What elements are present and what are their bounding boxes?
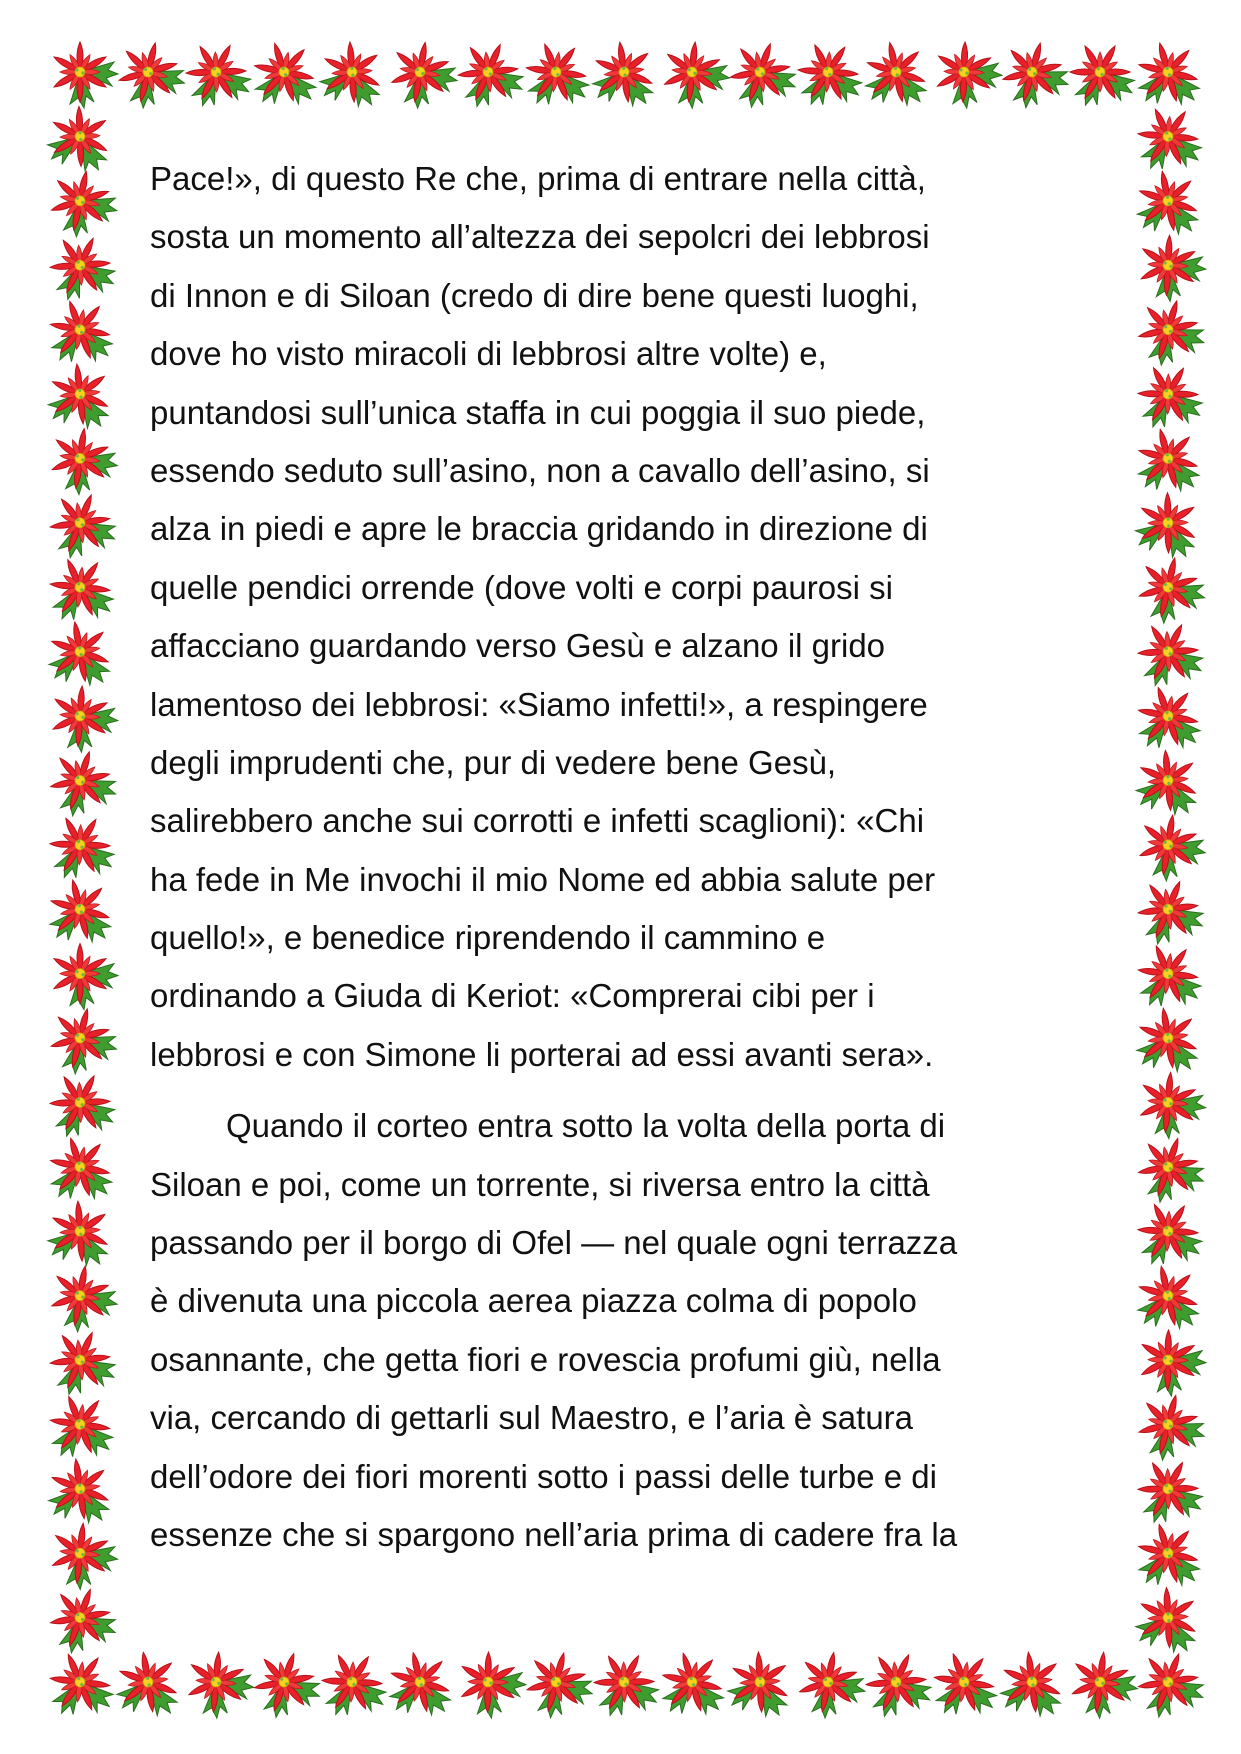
poinsettia-icon [851,32,944,125]
text-line: essenze che si spargono nell’aria prima di cadere fra la [150,1515,958,1553]
poinsettia-icon [647,1641,740,1734]
poinsettia-icon [53,42,118,108]
poinsettia-icon [448,33,535,120]
text-line: quelle pendici orrende (dove volti e corpi paurosi si [150,568,893,606]
poinsettia-icon [1130,1129,1213,1213]
poinsettia-icon [1140,1330,1207,1397]
poinsettia-icon [987,1642,1079,1734]
poinsettia-icon [46,166,124,244]
poinsettia-icon [935,41,1003,109]
poinsettia-icon [35,354,127,446]
poinsettia-icon [996,36,1077,117]
poinsettia-icon [661,39,733,111]
poinsettia-icon [1124,675,1217,768]
poinsettia-icon [1123,31,1216,124]
poinsettia-icon [1127,1449,1216,1538]
poinsettia-icon [512,31,604,123]
poinsettia-icon [1133,552,1212,631]
poinsettia-icon [856,1643,943,1730]
poinsettia-icon [1126,354,1216,444]
poinsettia-icon [41,485,126,571]
poinsettia-icon [1139,234,1208,303]
text-line: dell’odore dei fiori morenti sotto i passi delle turbe e di [150,1457,937,1495]
poinsettia-icon [1124,933,1216,1025]
text-line: salirebbero anche sui corrotti e infetti scaglioni): «Chi [150,802,925,840]
poinsettia-icon [43,743,126,826]
text-line: sosta un momento all’altezza dei sepolcri dei lebbrosi [150,218,930,256]
poinsettia-icon [185,1650,256,1721]
poinsettia-icon [36,1642,128,1734]
poinsettia-icon [1137,1070,1208,1141]
text-line: essendo seduto sull’asino, non a cavallo dell’asino, si [150,451,930,489]
poinsettia-icon [1058,32,1148,122]
poinsettia-icon [583,1642,672,1731]
text-line: lebbrosi e con Simone li porterai ad essi avanti sera». [150,1035,934,1073]
poinsettia-icon [37,547,129,639]
poinsettia-icon [579,32,671,124]
poinsettia-icon [1123,418,1216,511]
poinsettia-icon [35,1192,126,1283]
text-line: quello!», e benedice riprendendo il cammino e [150,919,826,957]
text-line: lamentoso dei lebbrosi: «Siamo infetti!», a respingere [150,685,928,723]
paragraph [150,150,1085,1084]
poinsettia-icon [1131,293,1213,375]
text-line: ordinando a Giuda di Keriot: «Comprerai cibi per i [150,977,875,1015]
poinsettia-icon [794,1647,871,1724]
text-line: osannante, che getta fiori e rovescia profumi giù, nella [150,1340,941,1378]
poinsettia-icon [1129,1644,1214,1729]
poinsettia-icon [520,1646,600,1727]
poinsettia-icon [307,32,398,123]
text-line: degli imprudenti che, pur di vedere bene Gesù, [150,743,837,781]
poinsettia-icon [722,34,806,118]
poinsettia-icon [375,1641,468,1734]
text-line: affacciano guardando verso Gesù e alzano il grido [150,627,886,665]
text-line: alza in piedi e apre le braccia gridando in direzione di [150,510,928,548]
poinsettia-icon [38,805,129,896]
poinsettia-icon [47,1261,123,1337]
poinsettia-icon [1132,1388,1212,1469]
poinsettia-icon [1125,1191,1216,1282]
text-line: passando per il borgo di Ofel — nel quale ogni terrazza [150,1224,958,1262]
paragraph-gap [150,1084,1085,1097]
text-line: dove ho visto miracoli di lebbrosi altre volte) e, [150,335,827,373]
poinsettia-icon [1068,1649,1141,1722]
poinsettia-icon [40,226,128,314]
poinsettia-icon [387,38,463,114]
text-line: di Innon e di Siloan (credo di dire bene questi luoghi, [150,276,919,314]
poinsettia-icon [113,36,193,116]
poinsettia-icon [1123,1513,1216,1606]
text-line: è divenuta una piccola aerea piazza colma di popolo [150,1282,917,1320]
poinsettia-icon [785,32,876,123]
poinsettia-icon [39,1063,128,1152]
text-line: Siloan e poi, come un torrente, si riversa entro la città [150,1165,930,1203]
poinsettia-icon [715,1643,806,1734]
text-line: Quando il corteo entra sotto la volta della porta di [226,1107,946,1145]
poinsettia-icon [53,944,118,1010]
poinsettia-icon [1123,484,1213,574]
poinsettia-icon [1123,741,1215,832]
poinsettia-icon [36,289,129,382]
text-line: puntandosi sull’unica staffa in cui poggia il suo piede, [150,393,926,431]
poinsettia-icon [309,1642,400,1733]
text-line: Pace!», di questo Re che, prima di entrare nella città, [150,160,926,197]
poinsettia-icon [1135,811,1210,886]
poinsettia-icon [1125,96,1216,188]
paragraph [150,1097,1085,1564]
poinsettia-icon [42,1580,126,1664]
body-text [150,150,1085,1564]
poinsettia-icon [920,1641,1012,1734]
poinsettia-icon [460,1652,527,1719]
poinsettia-icon [36,1384,128,1476]
poinsettia-icon [45,1002,125,1082]
poinsettia-icon [35,1126,128,1219]
poinsettia-icon [40,1321,127,1408]
poinsettia-icon [175,33,264,122]
poinsettia-icon [1127,612,1215,701]
poinsettia-icon [50,684,120,754]
poinsettia-icon [48,425,122,499]
poinsettia-icon [35,97,126,188]
poinsettia-icon [49,1520,121,1592]
text-line: ha fede in Me invochi il mio Nome ed abbia salute per [150,860,936,898]
poinsettia-icon [103,1642,196,1734]
poinsettia-icon [246,1645,329,1729]
text-line: via, cercando di gettarli sul Maestro, e l’aria è satura [150,1399,914,1437]
poinsettia-icon [1123,1578,1214,1669]
poinsettia-icon [1129,871,1215,957]
poinsettia-icon [239,31,332,124]
